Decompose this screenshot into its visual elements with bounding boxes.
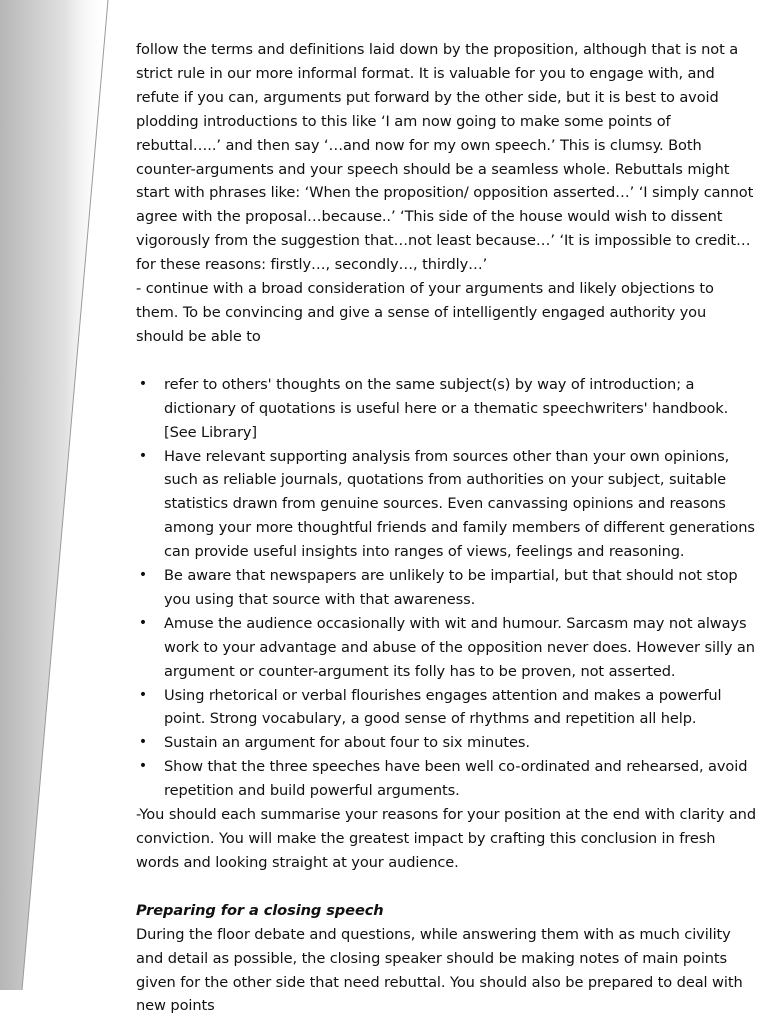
bullet-list <box>136 373 758 803</box>
list-item-text: Be aware that newspapers are unlikely to be impartial, but that should not stop you using that source with that awareness. <box>164 567 738 608</box>
list-item <box>136 445 758 565</box>
list-item <box>136 612 758 684</box>
closing-paragraph: During the floor debate and questions, while answering them with as much civility and detail as possible, the closing speaker should be making notes of main points given for the other side that need rebuttal. You should also be prepared to deal with new points <box>136 925 743 1015</box>
list-item-text: Have relevant supporting analysis from sources other than your own opinions, such as reliable journals, quotations from authorities on your subject, suitable statistics drawn from genuine sources. Even canvassing opinions and reasons among your more thoughtful friends and family members of different generations can provide useful insights into ranges of views, feelings and reasoning. <box>164 447 755 561</box>
bullet-icon: • <box>138 734 148 751</box>
list-item <box>136 755 758 803</box>
list-item-text: Show that the three speeches have been well co-ordinated and rehearsed, avoid repetition and build powerful arguments. <box>164 758 748 800</box>
page-edge-shadow <box>0 0 120 990</box>
document-page <box>136 38 758 1018</box>
list-item-text: refer to others' thoughts on the same subject(s) by way of introduction; a dictionary of quotations is useful here or a thematic speechwriters' handbook. [See Library] <box>164 375 729 441</box>
continue-paragraph: - continue with a broad consideration of your arguments and likely objections to them. To be convincing and give a sense of intelligently engaged authority you should be able to <box>136 280 714 345</box>
section-heading: Preparing for a closing speech <box>136 901 384 919</box>
list-item <box>136 684 758 732</box>
bullet-icon: • <box>138 375 148 392</box>
list-item <box>136 731 758 755</box>
list-item-text: Using rhetorical or verbal flourishes engages attention and makes a powerful point. Strong vocabulary, a good sense of rhythms and repetition all help. <box>164 686 722 728</box>
intro-paragraph: follow the terms and definitions laid down by the proposition, although that is not a strict rule in our more informal format. It is valuable for you to engage with, and refute if you can, arguments put forward by the other side, but it is best to avoid plodding introductions to this like ‘I am now going to make some points of rebuttal…..’ and then say ‘…and now for my own speech.’ This is clumsy. Both counter-arguments and your speech should be a seamless whole. Rebuttals might start with phrases like: ‘When the proposition/ opposition asserted…’ ‘I simply cannot agree with the proposal…because..’ ‘This side of the house would wish to dissent vigorously from the suggestion that…not least because…’ ‘It is impossible to credit…for these reasons: firstly…, secondly…, thirdly…’ <box>136 41 754 274</box>
bullet-icon: • <box>138 758 148 775</box>
bullet-icon: • <box>138 686 148 703</box>
bullet-icon: • <box>138 614 148 631</box>
list-item <box>136 373 758 445</box>
bullet-icon: • <box>138 447 148 464</box>
list-item <box>136 564 758 612</box>
bullet-icon: • <box>138 567 148 584</box>
list-item-text: Amuse the audience occasionally with wit and humour. Sarcasm may not always work to your advantage and abuse of the opposition never does. However silly an argument or counter-argument its folly has to be proven, not asserted. <box>164 614 755 680</box>
summary-paragraph: -You should each summarise your reasons for your position at the end with clarity and conviction. You will make the greatest impact by crafting this conclusion in fresh words and looking straight at your audience. <box>136 806 756 871</box>
list-item-text: Sustain an argument for about four to six minutes. <box>164 734 530 752</box>
